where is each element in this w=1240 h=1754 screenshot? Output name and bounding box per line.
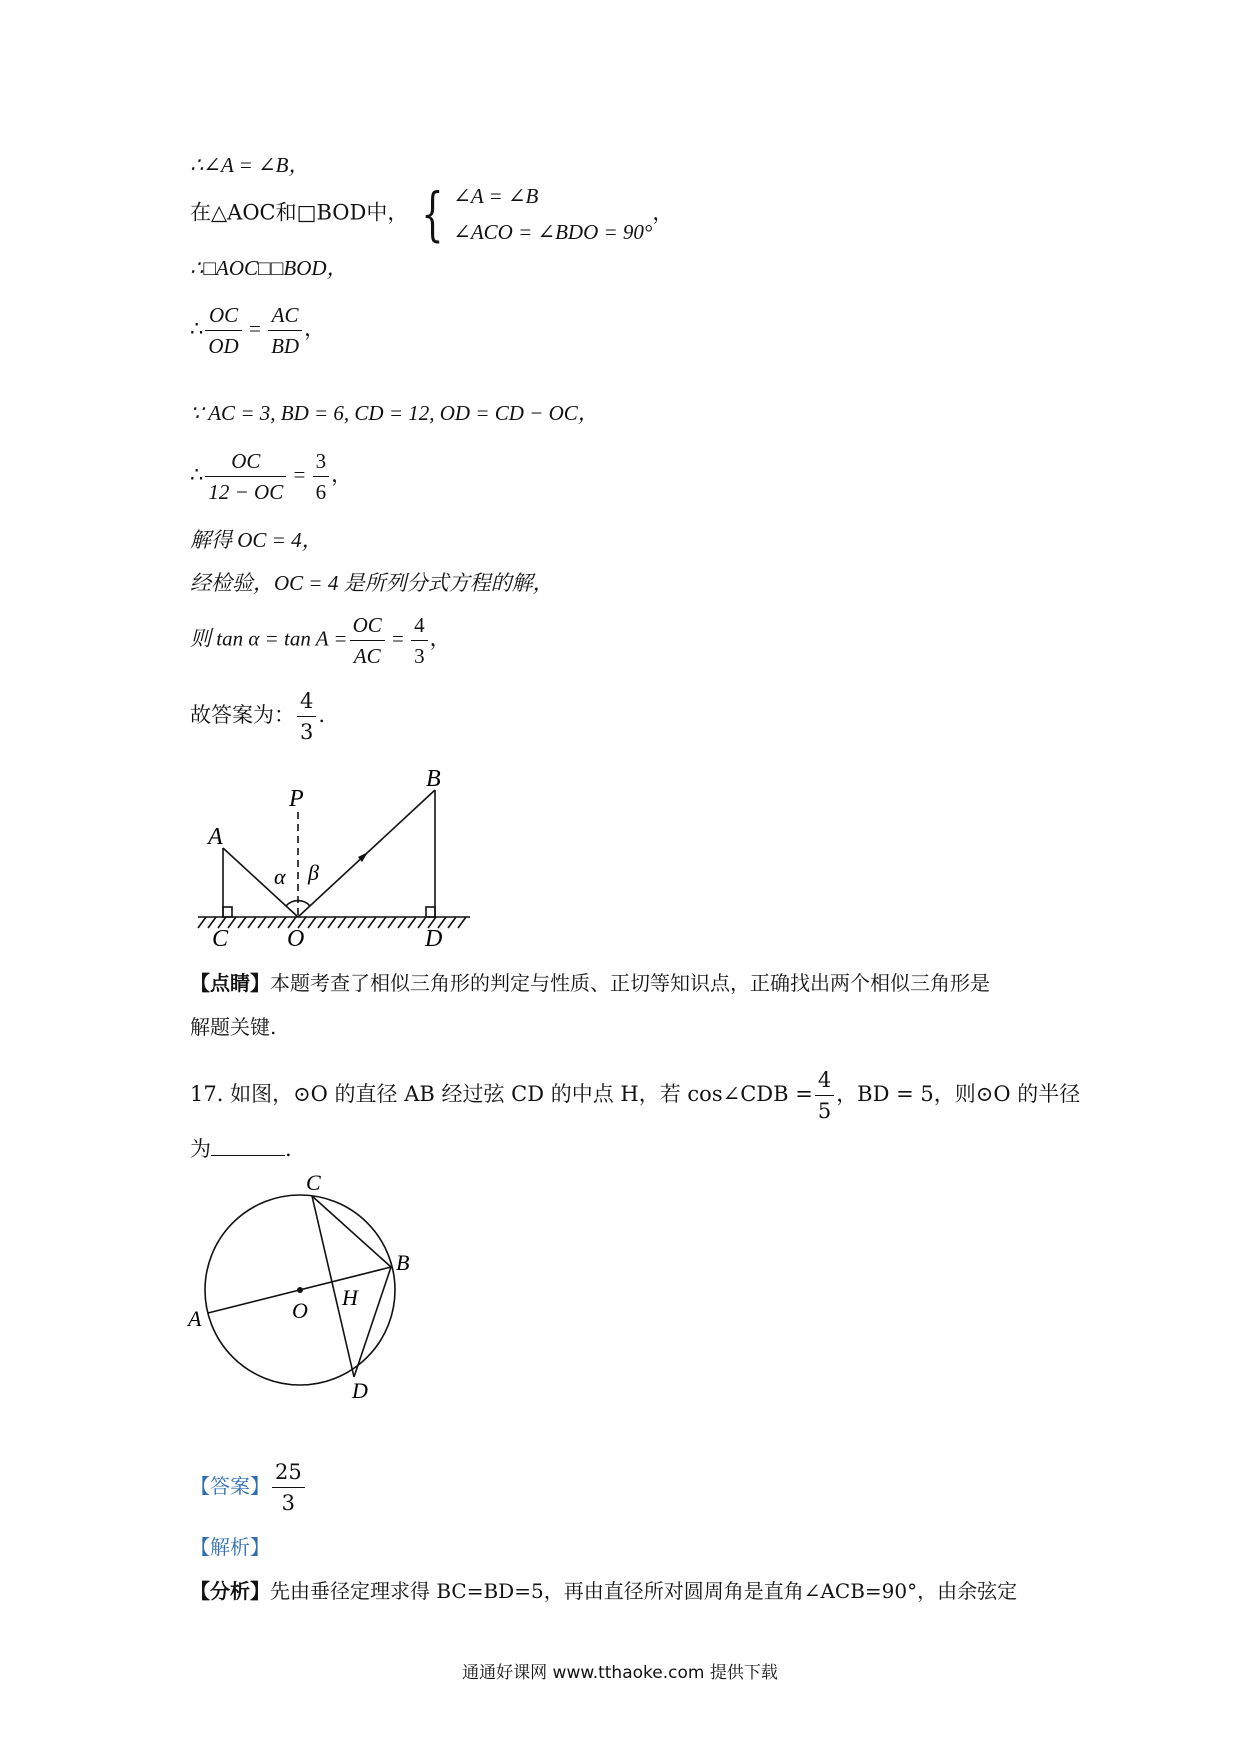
proof-line-4: ∴ $\frac{OC}{OD}$ = $\frac{AC}{BD}$ ， bbox=[190, 300, 325, 361]
system-eq-2: ∠ACO = ∠BDO = 90° bbox=[453, 220, 653, 244]
proof-line-3: ∴□AOC□□BOD， bbox=[190, 256, 348, 280]
center-point bbox=[297, 1287, 303, 1293]
brace-symbol: { bbox=[421, 180, 444, 248]
fraction-numerator: 25 bbox=[272, 1457, 305, 1488]
fraction-numerator: AC bbox=[268, 300, 302, 331]
fenxi-line bbox=[190, 1576, 1017, 1606]
comment-line-2: 解题关键. bbox=[190, 1015, 277, 1039]
fraction-denominator: AC bbox=[353, 644, 381, 668]
label-c2: C bbox=[306, 1170, 321, 1195]
page-footer: 通通好课网 www.tthaoke.com 提供下载 bbox=[462, 1663, 778, 1683]
comment-tag: 【点睛】 bbox=[190, 971, 270, 995]
proof-line-10: 故答案为： $\frac{4}{3}$ . bbox=[190, 686, 325, 747]
chord-cb bbox=[312, 1196, 391, 1267]
answer-prefix: 故答案为： bbox=[190, 703, 295, 727]
system-tail: ， bbox=[652, 200, 674, 225]
proof-line-5: ∵ AC = 3, BD = 6, CD = 12, OD = CD − OC， bbox=[190, 401, 599, 425]
label-d2: D bbox=[352, 1378, 368, 1403]
fraction-denominator: 3 bbox=[414, 644, 425, 668]
proof-line-1: ∴∠A = ∠B， bbox=[190, 153, 310, 177]
comment-text-1: 本题考查了相似三角形的判定与性质、正切等知识点，正确找出两个相似三角形是 bbox=[270, 971, 990, 995]
label-p: P bbox=[289, 786, 304, 812]
answer-line bbox=[190, 1457, 307, 1518]
fraction-numerator: OC bbox=[205, 300, 241, 331]
fraction-numerator: OC bbox=[350, 610, 385, 641]
question-text-b: ，BD = 5，则⊙O 的半径 bbox=[836, 1082, 1081, 1106]
proof-line-8: 经检验，OC = 4 是所列分式方程的解， bbox=[190, 571, 554, 595]
fraction-denominator: 3 bbox=[300, 720, 314, 744]
label-a2: A bbox=[188, 1306, 202, 1331]
proof-line-6: ∴ $\frac{OC}{12 - OC}$ = $\frac{3}{6}$ ， bbox=[190, 446, 352, 507]
fenxi-text: 先由垂径定理求得 BC=BD=5，再由直径所对圆周角是直角∠ACB=90°，由余弦定 bbox=[270, 1579, 1018, 1603]
answer-tag: 【答案】 bbox=[190, 1474, 270, 1498]
system-eq-1: ∠A = ∠B bbox=[453, 184, 539, 208]
proof-line-2-prefix: 在△AOC和□BOD中， bbox=[190, 200, 409, 225]
fraction-denominator: BD bbox=[271, 334, 300, 358]
label-o2: O bbox=[292, 1298, 308, 1323]
proof-line-9: 则 tan α = tan A = $\frac{OC}{AC}$ = $\frac{4}{3}$ ， bbox=[190, 610, 451, 671]
label-d: D bbox=[425, 926, 443, 952]
fraction-denominator: 12 − OC bbox=[208, 480, 284, 504]
tan-prefix: 则 tan α = tan A = bbox=[190, 626, 348, 651]
fraction-denominator: OD bbox=[208, 334, 239, 358]
label-alpha: α bbox=[274, 864, 286, 889]
fraction-numerator: 4 bbox=[297, 686, 316, 717]
question-text-c: 为 bbox=[190, 1137, 211, 1161]
label-h2: H bbox=[342, 1285, 358, 1310]
question-text-a: 17. 如图，⊙O 的直径 AB 经过弦 CD 的中点 H，若 cos∠CDB = bbox=[190, 1082, 813, 1106]
fraction-numerator: 4 bbox=[411, 610, 428, 641]
answer-fraction bbox=[272, 1457, 305, 1518]
proof-line-7: 解得 OC = 4， bbox=[190, 528, 323, 552]
fraction-denominator: 3 bbox=[281, 1491, 296, 1515]
label-o: O bbox=[287, 926, 305, 952]
fraction-numerator: 3 bbox=[313, 446, 330, 477]
analysis-tag: 【解析】 bbox=[190, 1535, 270, 1559]
fenxi-tag: 【分析】 bbox=[190, 1579, 270, 1603]
label-b2: B bbox=[396, 1250, 410, 1275]
fraction-numerator: OC bbox=[205, 446, 286, 477]
label-b: B bbox=[426, 766, 441, 792]
fraction-denominator: 6 bbox=[315, 480, 327, 504]
chord-bd bbox=[354, 1267, 391, 1377]
fraction-denominator: 5 bbox=[817, 1099, 832, 1123]
label-beta: β bbox=[308, 860, 319, 885]
fraction-numerator: 4 bbox=[815, 1065, 834, 1096]
question-text-d: . bbox=[285, 1137, 292, 1161]
label-a: A bbox=[208, 824, 223, 850]
label-c: C bbox=[212, 926, 229, 952]
